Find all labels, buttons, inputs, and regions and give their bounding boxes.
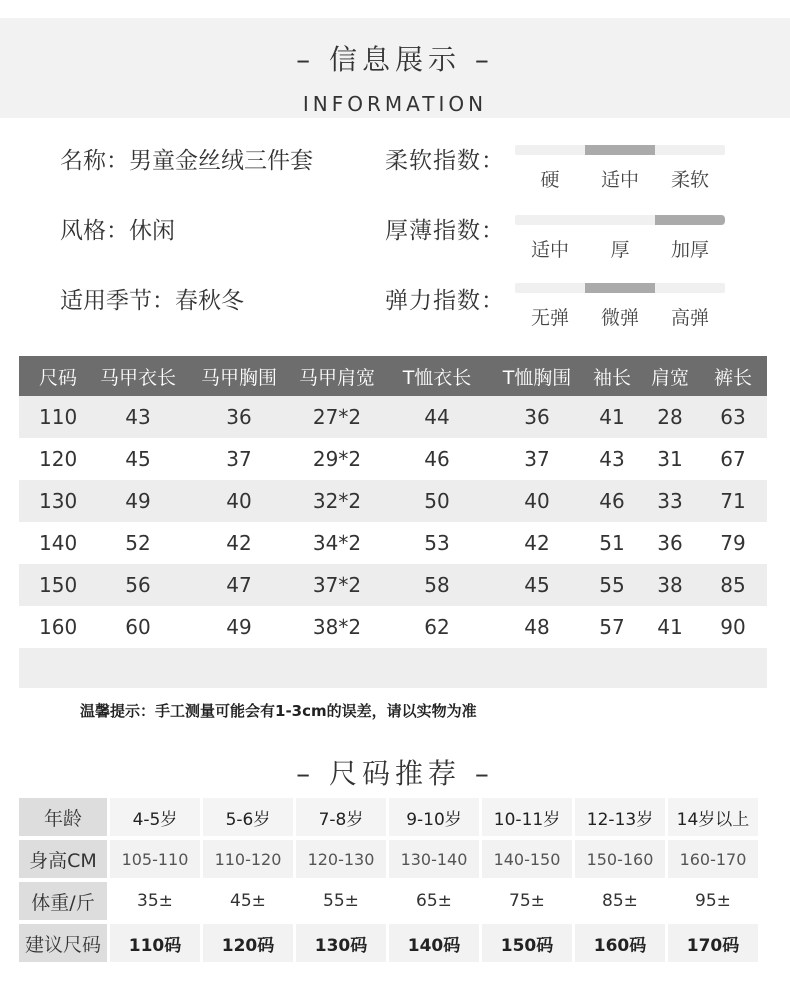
gauge-track <box>515 283 725 293</box>
table-cell: 36 <box>657 531 683 555</box>
table-row <box>19 522 767 564</box>
table-cell: 40 <box>524 489 550 513</box>
table-cell: 55 <box>599 573 625 597</box>
table-cell: 63 <box>720 405 746 429</box>
recommend-cell: 110-120 <box>203 840 293 878</box>
recommend-cell: 160码 <box>575 924 665 962</box>
header-cell: T恤胸围 <box>502 366 572 389</box>
recommend-row-label: 身高CM <box>19 840 107 878</box>
gauge-selected-segment <box>585 145 655 155</box>
recommend-cell: 14岁以上 <box>668 798 758 836</box>
header-cell: T恤衣长 <box>402 366 472 389</box>
size-table-header <box>19 356 767 396</box>
measurement-tip: 温馨提示：手工测量可能会有1-3cm的误差，请以实物为准 <box>80 702 477 720</box>
table-cell: 60 <box>125 615 151 639</box>
table-cell: 62 <box>424 615 450 639</box>
recommend-cell: 55± <box>296 882 386 920</box>
recommend-row <box>19 840 769 880</box>
table-footer-band <box>19 648 767 688</box>
gauge-track <box>515 145 725 155</box>
recommend-cell: 130-140 <box>389 840 479 878</box>
table-cell: 42 <box>524 531 550 555</box>
recommend-table <box>19 798 769 966</box>
table-cell: 150 <box>39 573 78 597</box>
recommend-cell: 110码 <box>110 924 200 962</box>
header-cell: 尺码 <box>39 366 78 389</box>
table-cell: 41 <box>657 615 683 639</box>
gauge-option: 微弹 <box>600 307 639 329</box>
table-cell: 29*2 <box>312 447 362 471</box>
gauge-selected-segment <box>585 283 655 293</box>
header-cell: 马甲胸围 <box>200 366 277 389</box>
recommend-row-label: 年龄 <box>19 798 107 836</box>
gauge-option: 加厚 <box>670 239 709 261</box>
table-cell: 51 <box>599 531 625 555</box>
gauge-option: 无弹 <box>530 307 569 329</box>
table-cell: 27*2 <box>312 405 362 429</box>
table-cell: 48 <box>524 615 550 639</box>
recommend-cell: 140码 <box>389 924 479 962</box>
section-title: – 信息展示 – <box>296 43 494 76</box>
table-cell: 36 <box>226 405 252 429</box>
recommend-cell: 120码 <box>203 924 293 962</box>
recommend-cell: 105-110 <box>110 840 200 878</box>
table-cell: 36 <box>524 405 550 429</box>
recommend-cell: 9-10岁 <box>389 798 479 836</box>
recommend-cell: 85± <box>575 882 665 920</box>
table-cell: 49 <box>125 489 151 513</box>
table-cell: 28 <box>657 405 683 429</box>
recommend-cell: 35± <box>110 882 200 920</box>
gauge-option: 厚 <box>610 239 630 261</box>
table-cell: 47 <box>226 573 252 597</box>
header-cell: 裤长 <box>713 366 752 389</box>
recommend-cell: 150码 <box>482 924 572 962</box>
recommend-cell: 10-11岁 <box>482 798 572 836</box>
product-name: 名称：男童金丝绒三件套 <box>60 148 313 174</box>
product-style: 风格：休闲 <box>60 218 175 244</box>
recommend-cell: 4-5岁 <box>110 798 200 836</box>
table-cell: 46 <box>599 489 625 513</box>
table-cell: 56 <box>125 573 151 597</box>
gauge-option: 高弹 <box>670 307 709 329</box>
table-cell: 34*2 <box>312 531 362 555</box>
table-cell: 37 <box>524 447 550 471</box>
header-cell: 马甲衣长 <box>99 366 176 389</box>
gauge-option: 适中 <box>600 169 639 191</box>
table-row <box>19 606 767 648</box>
recommend-row <box>19 798 769 838</box>
gauge-track <box>515 215 725 225</box>
table-cell: 43 <box>599 447 625 471</box>
recommend-cell: 150-160 <box>575 840 665 878</box>
recommend-cell: 45± <box>203 882 293 920</box>
table-cell: 90 <box>720 615 746 639</box>
size-table <box>19 356 767 688</box>
table-cell: 31 <box>657 447 683 471</box>
softness-gauge <box>515 145 725 192</box>
elasticity-gauge <box>515 283 725 330</box>
recommend-cell: 7-8岁 <box>296 798 386 836</box>
header-cell: 肩宽 <box>650 366 689 389</box>
recommend-cell: 5-6岁 <box>203 798 293 836</box>
table-cell: 79 <box>720 531 746 555</box>
elasticity-index-label: 弹力指数： <box>385 288 505 314</box>
recommend-row-label: 体重/斤 <box>19 882 107 920</box>
table-cell: 120 <box>39 447 78 471</box>
table-cell: 45 <box>125 447 151 471</box>
recommend-cell: 170码 <box>668 924 758 962</box>
table-cell: 38*2 <box>312 615 362 639</box>
thickness-gauge <box>515 215 725 262</box>
recommend-cell: 12-13岁 <box>575 798 665 836</box>
table-cell: 85 <box>720 573 746 597</box>
recommend-cell: 65± <box>389 882 479 920</box>
product-season: 适用季节：春秋冬 <box>60 288 244 314</box>
table-cell: 58 <box>424 573 450 597</box>
table-cell: 44 <box>424 405 450 429</box>
table-row <box>19 564 767 606</box>
table-cell: 140 <box>39 531 78 555</box>
recommend-cell: 95± <box>668 882 758 920</box>
info-header-band <box>0 18 790 118</box>
gauge-option: 柔软 <box>670 169 709 191</box>
header-cell: 马甲肩宽 <box>298 366 375 389</box>
table-cell: 160 <box>39 615 78 639</box>
gauge-option: 适中 <box>530 239 569 261</box>
table-cell: 40 <box>226 489 252 513</box>
recommend-title: – 尺码推荐 – <box>296 757 494 790</box>
table-cell: 42 <box>226 531 252 555</box>
table-cell: 45 <box>524 573 550 597</box>
table-cell: 53 <box>424 531 450 555</box>
table-row <box>19 480 767 522</box>
gauge-option: 硬 <box>540 169 560 191</box>
recommend-cell: 160-170 <box>668 840 758 878</box>
table-cell: 71 <box>720 489 746 513</box>
recommend-cell: 120-130 <box>296 840 386 878</box>
table-cell: 46 <box>424 447 450 471</box>
recommend-cell: 130码 <box>296 924 386 962</box>
table-cell: 57 <box>599 615 625 639</box>
recommend-row <box>19 924 769 964</box>
table-cell: 38 <box>657 573 683 597</box>
table-cell: 130 <box>39 489 78 513</box>
table-cell: 50 <box>424 489 450 513</box>
recommend-cell: 75± <box>482 882 572 920</box>
recommend-row-label: 建议尺码 <box>19 924 107 962</box>
recommend-row <box>19 882 769 922</box>
table-cell: 37 <box>226 447 252 471</box>
table-row <box>19 438 767 480</box>
table-cell: 33 <box>657 489 683 513</box>
table-row <box>19 396 767 438</box>
table-cell: 41 <box>599 405 625 429</box>
header-cell: 袖长 <box>592 366 631 389</box>
recommend-cell: 140-150 <box>482 840 572 878</box>
thickness-index-label: 厚薄指数： <box>385 218 505 244</box>
section-subtitle: INFORMATION <box>302 92 488 116</box>
table-cell: 52 <box>125 531 151 555</box>
table-cell: 67 <box>720 447 746 471</box>
table-cell: 110 <box>39 405 78 429</box>
table-cell: 32*2 <box>312 489 362 513</box>
table-cell: 37*2 <box>312 573 362 597</box>
table-cell: 43 <box>125 405 151 429</box>
gauge-selected-segment <box>655 215 725 225</box>
softness-index-label: 柔软指数： <box>385 148 505 174</box>
table-cell: 49 <box>226 615 252 639</box>
